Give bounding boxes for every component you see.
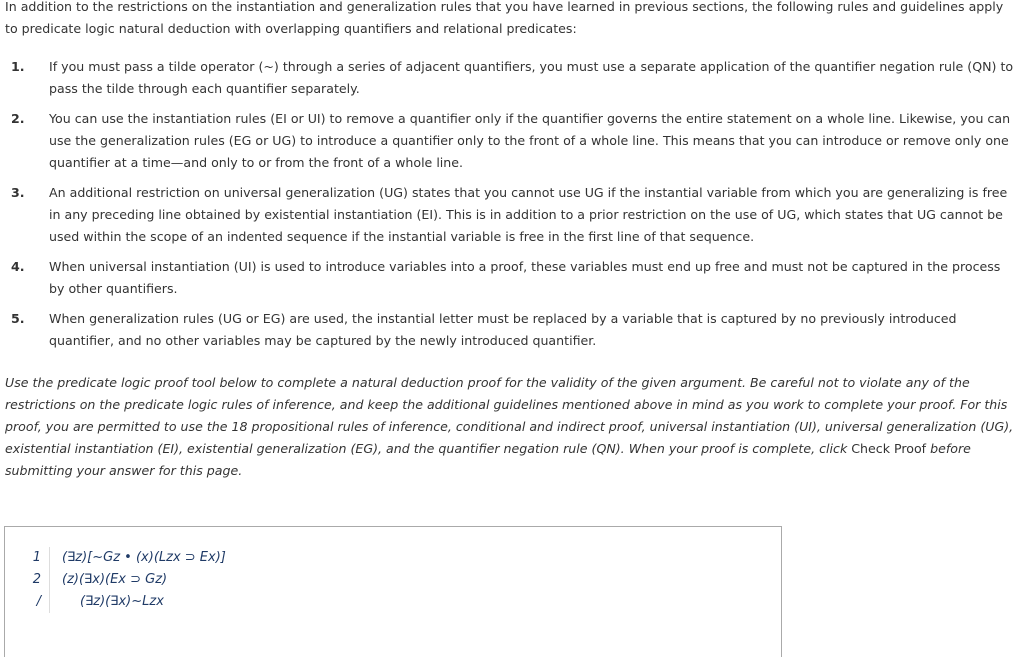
line-number: / — [23, 591, 50, 613]
conclusion-formula: (∃z)(∃x)~Lzx — [80, 594, 164, 609]
rule-number: 2. — [11, 111, 25, 126]
rule-item — [5, 308, 1018, 352]
instructions-text: Use the predicate logic proof tool below to complete a natural deduction proof for the validity of the given argument. Be careful not to violate any of the restrictions on the predicate logic rules of inference, and keep the additional guidelines mentioned above in mind as you work to complete your proof. For this proof, you are permitted to use the 18 propositional rules of inference, conditional and indirect proof, universal instantiation (UI), universal generalization (UG), existential instantiation (EI), existential generalization (EG), and the quantifier negation rule (QN). When your proof is complete, click — [5, 375, 1014, 456]
premise-line — [23, 547, 226, 569]
line-number: 2 — [23, 569, 50, 591]
rule-text: An additional restriction on universal generalization (UG) states that you cannot use UG if the instantial variable from which you are generalizing is free in any preceding line obtained by existential instantiation (EI). This is in addition to a prior restriction on the use of UG, which states that UG cannot be used within the scope of an indented sequence if the instantial variable is free in the first line of that sequence. — [49, 185, 1008, 244]
rule-text: When universal instantiation (UI) is used to introduce variables into a proof, these variables must end up free and must not be captured in the process by other quantifiers. — [49, 259, 1001, 296]
check-proof-label: Check Proof — [851, 441, 927, 456]
rule-number: 5. — [11, 311, 25, 326]
rule-number: 1. — [11, 59, 25, 74]
rules-list — [5, 56, 1018, 352]
rule-item — [5, 108, 1018, 174]
rule-item — [5, 182, 1018, 248]
intro-paragraph: In addition to the restrictions on the instantiation and generalization rules that you have learned in previous sections, the following rules and guidelines apply to predicate logic natural deduction with overlapping quantifiers and relational predicates: — [5, 0, 1004, 36]
proof-lines — [23, 547, 226, 613]
premise-line — [23, 569, 226, 591]
conclusion-line — [23, 591, 226, 613]
rule-item — [5, 256, 1018, 300]
formula: (z)(∃x)(Ex ⊃ Gz) — [62, 572, 168, 587]
proof-tool[interactable] — [4, 526, 782, 657]
instructions-paragraph — [5, 372, 1018, 482]
rule-text: If you must pass a tilde operator (~) through a series of adjacent quantifiers, you must use a separate application of the quantifier negation rule (QN) to pass the tilde through each quantifier separately. — [49, 59, 1014, 96]
line-number: 1 — [23, 547, 50, 569]
rule-text: When generalization rules (UG or EG) are used, the instantial letter must be replaced by a variable that is captured by no previously introduced quantifier, and no other variables may be captured by the newly introduced quantifier. — [49, 311, 957, 348]
rule-number: 4. — [11, 259, 25, 274]
rule-item — [5, 56, 1018, 100]
formula: (∃z)[~Gz • (x)(Lzx ⊃ Ex)] — [62, 550, 226, 565]
rule-text: You can use the instantiation rules (EI or UI) to remove a quantifier only if the quantifier governs the entire statement on a whole line. Likewise, you can use the generalization rules (EG or UG) to introduce a quantifier only to the front of a whole line. This means that you can introduce or remove only one quantifier at a time—and only to or from the front of a whole line. — [49, 111, 1011, 170]
rule-number: 3. — [11, 185, 25, 200]
instructions-text-end: before submitting your answer for this page. — [5, 441, 971, 478]
